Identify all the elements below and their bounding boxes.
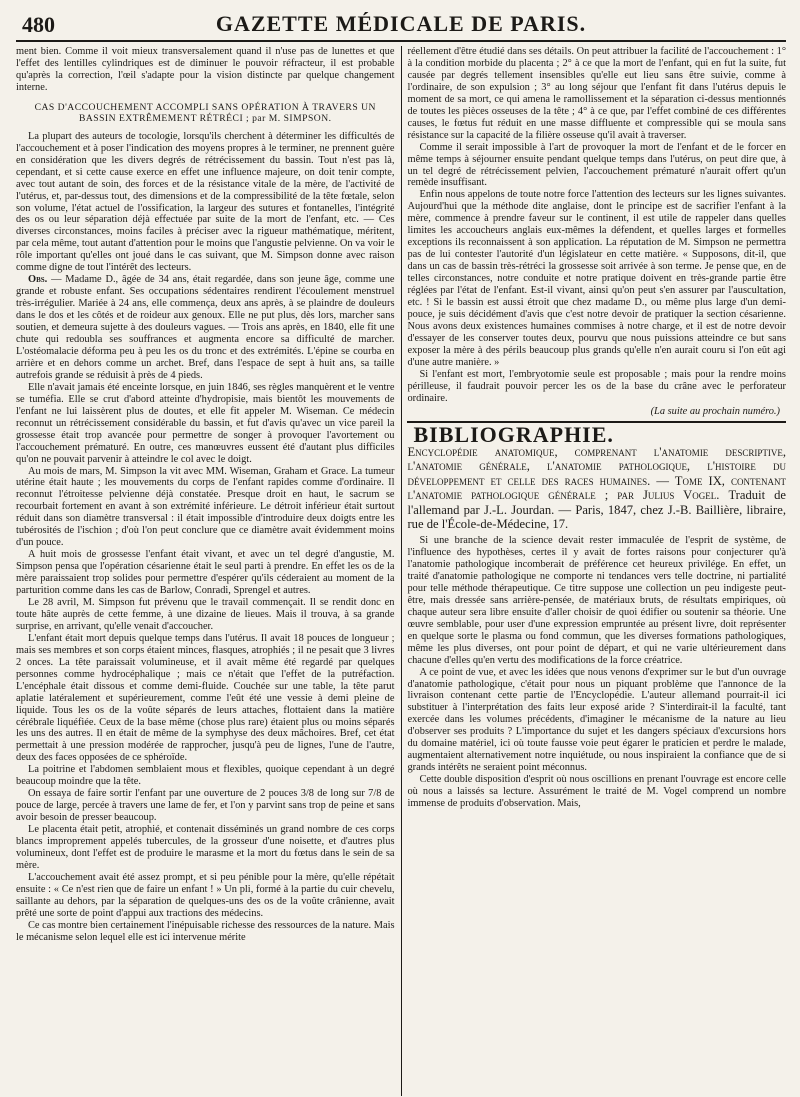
article-paragraph: A huit mois de grossesse l'enfant était vivant, et avec un tel degré d'angustie, M. Simpson pensa que l'opération césarienne était le seul parti à prendre. En effet les os de la mère paraissaient trop solides pour permettre d'espérer qu'ils céderaient au moment de la parturition comme dans les cas de Barlow, Conradi, Sprengel et autres. bbox=[16, 549, 395, 597]
article-paragraph: La plupart des auteurs de tocologie, lorsqu'ils cherchent à déterminer les difficultés de l'accouchement et à poser l'indication des moyens propres à le terminer, ne prennent guère en considération que les divers degrés de rétrécissement du bassin. Tout n'est pas là, cependant, et si cette cause exerce en effet une influence majeure, on doit tenir compte, avec tout autant de soin, des forces et de la résistance vitale de la mère, de l'activité de l'utérus, et, par-dessus tout, des dimensions et de la compressibilité de la tête fœtale, selon son volume, l'état actuel de l'ossification, la largeur des sutures et fontanelles, l'intégrité des os ou leur séparation déjà effectuée par suite de la mort de l'enfant, etc. — Ces diverses circonstances, moins faciles à préciser avec la rigueur mathématique, méritent, par cela même, tout autant d'attention pour le moins que l'angustie pelvienne. On va voir le rôle important qu'elles ont joué dans le cas suivant, que M. Simpson donne avec raison comme digne de tout l'intérêt des lecteurs. bbox=[16, 130, 395, 274]
columns bbox=[16, 46, 786, 1096]
article-paragraph: On essaya de faire sortir l'enfant par une ouverture de 2 pouces 3/8 de long sur 7/8 de pouce de large, percée à travers une lame de fer, et l'on y parvint sans trop de peine et sans avoir besoin de presser beaucoup. bbox=[16, 788, 395, 824]
right-column bbox=[401, 46, 786, 1096]
article-paragraph: réellement d'être étudié dans ses détails. On peut attribuer la facilité de l'accouchement : 1° à la condition morbide du placenta ; 2° à ce que la mort de l'enfant, qui en fut la suite, fut causée par degrés tellement insensibles qu'elle eut lieu sans être suivie, comme à l'ordinaire, de son expulsion ; 3° au long séjour que l'enfant fit dans l'utérus depuis le moment de sa mort, ce qui amena le ramollissement et la séparation ci-dessus mentionnés de toutes les pièces osseuses de la tête ; 4° à ce que, par l'effet combiné de ces différentes causes, le fœtus fut réduit en une masse diffluente et compressible qui se moula sans résistance sur la capacité de la filière osseuse qu'il avait à traverser. bbox=[407, 46, 786, 141]
continued-note: (La suite au prochain numéro.) bbox=[650, 405, 780, 417]
article-paragraph: L'enfant était mort depuis quelque temps dans l'utérus. Il avait 18 pouces de longueur ; mais ses membres et son corps étaient minces, flasques, atrophiés ; il ne pesait que 3 livres 2 onces. La tête paraissait volumineuse, et il avait même été regardé par quelques personnes comme hydrocéphalique ; mais ce n'était que l'effet de la putréfaction. L'encéphale était dissous et comme demi-fluide. Couchée sur une table, la tête parut aplatie latéralement et supérieurement, comme l'eût été une vessie à demi pleine de liquide. Tous les os de la voûte séparés de leurs attaches, flottaient dans la matière cérébrale liquéfiée. Ceux de la base même (chose plus rare) étaient plus ou moins séparés les uns des autres. Il en était de même de la symphyse des deux mâchoires. Bref, cet état permettait à une pression modérée de rapprocher, jusqu'à peu de lignes, l'une de l'autre, deux des faces opposées de ce sphéroïde. bbox=[16, 632, 395, 764]
article-paragraph: Le 28 avril, M. Simpson fut prévenu que le travail commençait. Il se rendit donc en toute hâte auprès de cette femme, à une dizaine de lieues. Mais il trouva, à sa grande surprise, en arrivant, qu'elle venait d'accoucher. bbox=[16, 596, 395, 632]
journal-title: GAZETTE MÉDICALE DE PARIS. bbox=[215, 11, 587, 36]
article-paragraph: Le placenta était petit, atrophié, et contenait disséminés un grand nombre de ces corps blancs improprement appelés tubercules, de la grosseur d'une noisette, et d'autres plus volumineux, dont l'effet est de produire le marasme et la mort du fœtus dans le sein de sa mère. bbox=[16, 824, 395, 871]
bibliography-heading: BIBLIOGRAPHIE. bbox=[413, 421, 614, 447]
article-paragraph: Enfin nous appelons de toute notre force l'attention des lecteurs sur les lignes suivantes. Aujourd'hui que la méthode dite anglaise, dont le principe est de sacrifier l'enfant à la mère, commence à prendre faveur sur le continent, il est utile de rappeler dans quelles limites les accoucheurs anglais eux-mêmes la défendent, et quelles larges et formelles exceptions ils reconnaissent à son application. La réputation de M. Simpson ne permettra pas de lui contester l'autorité d'un législateur en cette matière. « Supposons, dit-il, que dans un cas de bassin très-rétréci la grossesse soit arrivée à son terme. Je pense que, en de telles circonstances, notre conduite et notre pratique doivent en très-grande partie être réglées par l'état de l'enfant. Est-il vivant, ainsi qu'on peut s'en assurer par l'auscultation, etc. ! Si le bassin est aussi étroit que chez madame D., ou même plus large d'un demi-pouce, je suis décidément d'avis que c'est notre devoir de pratiquer la section césarienne. Nous avons deux existences humaines commises à notre charge, et il est de notre devoir d'essayer de les conserver toutes deux, pourvu que nous puissions atteindre ce but sans exposer la mère à des périls beaucoup plus grands qu'elle n'en aurait couru si l'on eût agi d'une autre manière. » bbox=[407, 189, 786, 368]
article-paragraph: L'accouchement avait été assez prompt, et si peu pénible pour la mère, qu'elle répétait ensuite : « Ce n'est rien que de faire un enfant ! » Un pli, formé à la partie du cuir chevelu, saillante au dehors, par la séparation de quelques-uns des os de la voûte crânienne, avait prêté une sorte de point d'appui aux tractions des médecins. bbox=[16, 871, 395, 919]
article-paragraph: Elle n'avait jamais été enceinte lorsque, en juin 1846, ses règles manquèrent et le ventre se tuméfia. Elle se crut d'abord atteinte d'hydropisie, mais bientôt les mouvements de l'enfant ne lui laissèrent plus de doutes, et elle fit appeler M. Wiseman. Ce médecin reconnut un rétrécissement considérable du bassin, et fut d'avis qu'avec un vice pareil la grossesse était trop avancée pour permettre de songer à provoquer l'avortement ou l'accouchement prématuré. En outre, ces manœuvres eussent été d'autant plus difficiles qu'on ne pouvait parvenir à atteindre le col avec le doigt. bbox=[16, 381, 395, 465]
article-paragraph: La poitrine et l'abdomen semblaient mous et flexibles, quoique cependant à un degré beaucoup moindre que la tête. bbox=[16, 764, 395, 788]
left-column bbox=[16, 46, 401, 1096]
book-title: Encyclopédie anatomique, comprenant l'anatomie descriptive, l'anatomie générale, l'anatomie pathologique, l'histoire du développement et celle des races humaines. — Tome IX, contenant l'anatomie pathologique générale ; par Julius Vogel. bbox=[407, 444, 786, 503]
book-imprint: Traduit de l'allemand par J.-L. Jourdan. — Paris, 1847, chez J.-B. Baillière, libraire, rue de l'École-de-Médecine, 17. bbox=[407, 488, 786, 532]
intro-paragraph: ment bien. Comme il voit mieux transversalement quand il n'use pas de lunettes et que l'effet des lentilles cylindriques est de diminuer le pouvoir réfracteur, il est probable qu'après la correction, l'œil s'adapte pour la vision distincte par quelque changement interne. bbox=[16, 46, 395, 93]
book-entry bbox=[407, 445, 786, 533]
page-number: 480 bbox=[22, 12, 55, 37]
page-header bbox=[16, 10, 786, 42]
review-paragraph: Cette double disposition d'esprit où nous oscillions en prenant l'ouvrage est encore celle où nous a laissés sa lecture. Assurément le traité de M. Vogel comprend un nombre immense de produits d'observation. Mais, bbox=[407, 774, 786, 810]
article-paragraph: Si l'enfant est mort, l'embryotomie seule est proposable ; mais pour la rendre moins périlleuse, il faudrait pouvoir percer les os de la base du crâne avec le perforateur ordinaire. bbox=[407, 368, 786, 404]
article-paragraph: Au mois de mars, M. Simpson la vit avec MM. Wiseman, Graham et Grace. La tumeur utérine était haute ; les mouvements du corps de l'enfant rapides comme d'ordinaire. Il reconnut l'étroitesse pelvienne déjà constatée. Presque droit en haut, le sacrum se recourbait fortement en avant à son extrémité inférieure. Le détroit inférieur était surtout réduit dans son diamètre transversal : il était impossible d'introduire deux doigts entre les tubérosités de l'ischion ; d'où l'on peut conclure que ce diamètre avait évidemment moins d'un pouce. bbox=[16, 465, 395, 549]
observation-paragraph bbox=[16, 274, 395, 382]
observation-text: — Madame D., âgée de 34 ans, était regardée, dans son jeune âge, comme une grande et robuste enfant. Ses occupations sédentaires rendirent l'écoulement menstruel très-irrégulier. Mariée à 24 ans, elle commença, deux ans après, à se plaindre de douleurs dans le dos et les côtés et de roideur aux genoux. Elle ne put plus, dès lors, marcher sans soutien, et demeura sujette à des douleurs vagues. — Trois ans après, en 1840, elle fit une chute qui redoubla ses souffrances et augmenta encore sa difficulté de marcher. L'ostéomalacie déforma peu à peu les os du tronc et des extrémités. L'épine se courba en arrière et en dehors comme un archet. Bref, dans l'espace de sept à huit ans, sa taille autrefois grande se réduisit à près de 4 pieds. bbox=[16, 274, 395, 381]
observation-label: Obs. bbox=[28, 274, 48, 286]
article-paragraph: Ce cas montre bien certainement l'inépuisable richesse des ressources de la nature. Mais le mécanisme selon lequel elle est ici intervenue mérite bbox=[16, 919, 395, 943]
review-paragraph: Si une branche de la science devait rester immaculée de l'esprit de système, de l'influence des hypothèses, certes il y avait de fortes raisons pour conjecturer qu'à l'anatomie pathologique incomberait de préférence cet heureux privilége. En effet, un traité d'anatomie pathologique ne comporte ni tendances vers telle doctrine, ni partialité pour telle méthode thérapeutique. Ce titre suppose une collection un peu indigeste peut-être, mais dressée sans arrière-pensée, de matériaux bruts, de résultats empiriques, où chaque auteur sera libre ensuite d'aller choisir de quoi édifier ou soutenir sa théorie. Une œuvre semblable, pour user d'une expression empruntée au présent livre, doit représenter en quelque sorte le plasma ou fond commun, que les diverses formations pathologiques, même les plus diverses, ont pour point de départ, et qui ne varie ultérieurement dans chacune d'elles qu'en vertu des modifications de la force créatrice. bbox=[407, 535, 786, 666]
article-paragraph: Comme il serait impossible à l'art de provoquer la mort de l'enfant et de le forcer en même temps à séjourner ensuite pendant quelque temps dans l'utérus, on peut dire que, à un tel degré de rétrécissement pelvien, l'accouchement prématuré n'aurait offert qu'un remède insuffisant. bbox=[407, 141, 786, 189]
review-paragraph: A ce point de vue, et avec les idées que nous venons d'exprimer sur le but d'un ouvrage d'anatomie pathologique, c'était pour nous un piquant problème que l'annonce de la livraison contenant cette partie de l'Encyclopédie. L'auteur allemand pourrait-il ici substituer à l'interprétation des faits leur exposé aride ? S'interdirait-il la faculté, tant exercée dans les volumes précédents, d'imaginer le mécanisme de la nature au lieu d'observer ses produits ? L'importance du sujet et les dangers spéciaux d'excursions hors du domaine matériel, ici où toute fausse voie peut égarer le praticien et perdre le malade, augmentaient alternativement notre inquiétude, ou nous inspiraient la confiance que de si grands intérêts ne seraient point méconnus. bbox=[407, 666, 786, 774]
article-title: CAS D'ACCOUCHEMENT ACCOMPLI SANS OPÉRATION À TRAVERS UN BASSIN EXTRÊMEMENT RÉTRÉCI ; par M. SIMPSON. bbox=[34, 101, 376, 124]
